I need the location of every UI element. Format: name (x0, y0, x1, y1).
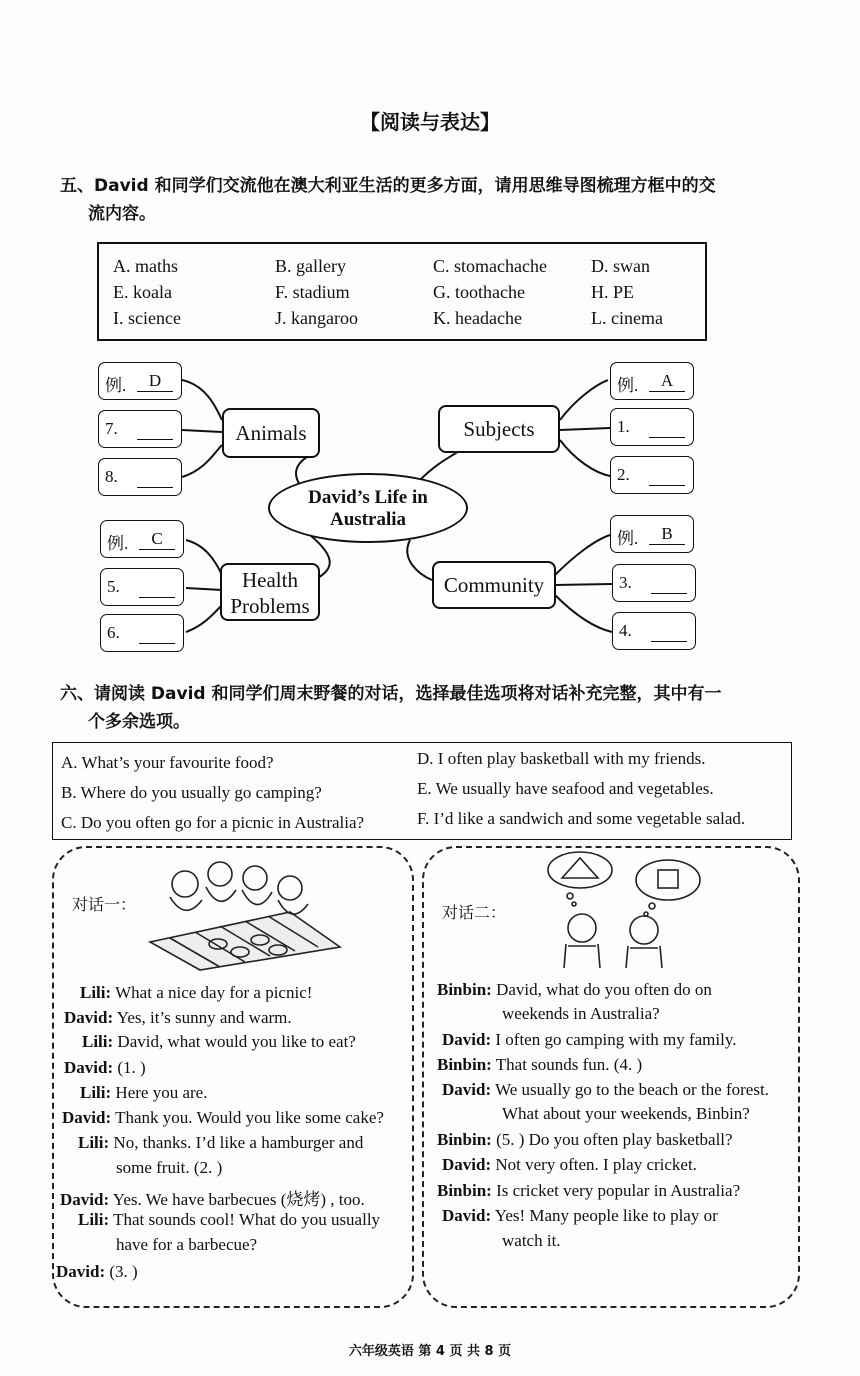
dialogue-text: Here you are. (115, 1083, 208, 1102)
word-option: J. kangaroo (275, 308, 358, 328)
answer-slot-4[interactable] (612, 612, 696, 650)
connector-line (182, 430, 222, 432)
answer-slot-example (98, 362, 182, 400)
speaker-name: Binbin: (437, 1181, 492, 1200)
slot-answer: C (139, 529, 175, 550)
instruction-line: 六、请阅读 David 和同学们周末野餐的对话，选择最佳选项将对话补充完整，其中有一 (60, 684, 722, 704)
instruction-line: 个多余选项。 (88, 712, 190, 732)
connector-line (560, 380, 608, 420)
picnic-illustration (140, 852, 345, 972)
slot-answer[interactable] (649, 465, 685, 486)
speaker-name: Lili: (80, 983, 112, 1002)
dialogue-text: David, what would you like to eat? (117, 1032, 356, 1051)
dialogue-text: What about your weekends, Binbin? (502, 1104, 750, 1123)
dialogue-1-title: 对话一： (72, 895, 137, 914)
answer-slot-2[interactable] (610, 456, 694, 494)
speaker-name: David: (442, 1030, 492, 1049)
speaker-name: Lili: (78, 1210, 110, 1229)
slot-number: 3. (619, 573, 632, 592)
answer-slot-6[interactable] (100, 614, 184, 652)
slot-number: 2. (617, 465, 630, 484)
option-c: C. Do you often go for a picnic in Australia? (61, 813, 365, 832)
node-label: Problems (230, 594, 310, 618)
speaker-name: David: (64, 1058, 114, 1077)
connector-line (186, 605, 222, 632)
answer-slot-example (610, 515, 694, 553)
dialogue-text: That sounds cool! What do you usually (113, 1210, 381, 1229)
answer-blank-5[interactable]: (5. ) Do you often play basketball? (496, 1130, 733, 1149)
connector-line (420, 450, 460, 480)
option-b: B. Where do you usually go camping? (61, 783, 322, 802)
speaker-name: David: (442, 1080, 492, 1099)
dialogue-text: Yes. We have barbecues (烧烤) , too. (112, 1190, 365, 1209)
slot-number: 例. (107, 534, 129, 553)
dialogue-text: Yes! Many people like to play or (494, 1206, 718, 1225)
slot-number: 7. (105, 419, 118, 438)
slot-number: 6. (107, 623, 120, 642)
speaker-name: David: (64, 1008, 114, 1027)
answer-slot-example (610, 362, 694, 400)
dialogue-text: I often go camping with my family. (495, 1030, 737, 1049)
answer-slot-3[interactable] (612, 564, 696, 602)
dialogue-2-title: 对话二： (442, 903, 507, 922)
slot-answer[interactable] (137, 419, 173, 440)
speaker-name: David: (442, 1155, 492, 1174)
word-option: I. science (113, 308, 181, 328)
answer-slot-1[interactable] (610, 408, 694, 446)
answer-slot-5[interactable] (100, 568, 184, 606)
option-a: A. What’s your favourite food? (61, 753, 274, 772)
speaker-name: David: (56, 1262, 106, 1281)
slot-number: 例. (617, 376, 639, 395)
word-option: K. headache (433, 308, 522, 328)
page-footer: 六年级英语 第 4 页 共 8 页 (348, 1344, 512, 1359)
section-heading: 【阅读与表达】 (360, 110, 500, 134)
slot-number: 5. (107, 577, 120, 596)
slot-number: 例. (105, 376, 127, 395)
dialogue-text: We usually go to the beach or the forest. (495, 1080, 769, 1099)
slot-answer[interactable] (139, 577, 175, 598)
mind-map-center (268, 473, 468, 543)
dialogue-text: weekends in Australia? (502, 1004, 660, 1023)
word-option: B. gallery (275, 256, 346, 276)
speaker-name: Binbin: (437, 980, 492, 999)
connector-line (186, 588, 222, 590)
dialogue-text: What a nice day for a picnic! (115, 983, 313, 1002)
slot-number: 1. (617, 417, 630, 436)
connector-line (555, 584, 612, 585)
speaker-name: Lili: (82, 1032, 114, 1051)
answer-blank-3[interactable]: (3. ) (109, 1262, 138, 1281)
connector-line (407, 540, 432, 580)
slot-number: 4. (619, 621, 632, 640)
slot-number: 例. (617, 529, 639, 548)
center-label: Australia (330, 509, 406, 530)
options-box (52, 742, 792, 840)
slot-answer: B (649, 524, 685, 545)
dialogue-text: have for a barbecue? (116, 1235, 258, 1254)
dialogue-text: watch it. (502, 1231, 561, 1250)
speaker-name: David: (60, 1190, 110, 1209)
instruction-line: 五、David 和同学们交流他在澳大利亚生活的更多方面，请用思维导图梳理方框中的交 (60, 176, 716, 196)
word-option: F. stadium (275, 282, 350, 302)
slot-answer[interactable] (651, 573, 687, 594)
node-community: Community (432, 561, 556, 609)
answer-blank-1[interactable]: (1. ) (117, 1058, 146, 1077)
node-label: Health (242, 568, 298, 592)
dialogue-text: Not very often. I play cricket. (495, 1155, 697, 1174)
connector-line (560, 428, 610, 430)
connector-line (555, 595, 612, 632)
word-option: H. PE (591, 282, 635, 302)
slot-answer[interactable] (139, 623, 175, 644)
speaker-name: Binbin: (437, 1055, 492, 1074)
speaker-name: Lili: (78, 1133, 110, 1152)
slot-answer: D (137, 371, 173, 392)
dialogue-text: No, thanks. I’d like a hamburger and (113, 1133, 364, 1152)
word-option: L. cinema (591, 308, 663, 328)
option-f: F. I’d like a sandwich and some vegetable salad. (417, 809, 746, 828)
center-label: David’s Life in (308, 487, 428, 508)
connector-line (186, 540, 222, 575)
dialogue-text: Is cricket very popular in Australia? (496, 1181, 741, 1200)
boys-thinking-illustration (540, 848, 715, 970)
answer-blank-4[interactable]: That sounds fun. (4. ) (495, 1055, 643, 1074)
connector-line (560, 440, 610, 476)
slot-answer[interactable] (651, 621, 687, 642)
speaker-name: Binbin: (437, 1130, 492, 1149)
question-6-instruction (60, 680, 780, 736)
connector-line (182, 445, 222, 477)
word-option: G. toothache (433, 282, 525, 302)
answer-slot-example (100, 520, 184, 558)
slot-answer[interactable] (649, 417, 685, 438)
word-option: A. maths (113, 256, 178, 276)
answer-slot-8[interactable] (98, 458, 182, 496)
slot-answer: A (649, 371, 685, 392)
dialogue-text: David, what do you often do on (496, 980, 712, 999)
word-option: D. swan (591, 256, 650, 276)
connector-line (182, 380, 222, 420)
node-subjects: Subjects (438, 405, 560, 453)
word-option: C. stomachache (433, 256, 547, 276)
speaker-name: Lili: (80, 1083, 112, 1102)
instruction-line: 流内容。 (88, 204, 156, 224)
option-d: D. I often play basketball with my friends. (417, 749, 706, 768)
slot-number: 8. (105, 467, 118, 486)
node-animals: Animals (222, 408, 320, 458)
option-e: E. We usually have seafood and vegetables. (417, 779, 714, 798)
word-option: E. koala (113, 282, 172, 302)
dialogue-text: Thank you. Would you like some cake? (115, 1108, 384, 1127)
answer-slot-7[interactable] (98, 410, 182, 448)
dialogue-text: some fruit. (2. ) (116, 1158, 223, 1177)
dialogue-text: Yes, it’s sunny and warm. (116, 1008, 292, 1027)
speaker-name: David: (442, 1206, 492, 1225)
connector-line (555, 535, 610, 575)
node-health-problems (220, 563, 320, 621)
slot-answer[interactable] (137, 467, 173, 488)
speaker-name: David: (62, 1108, 112, 1127)
